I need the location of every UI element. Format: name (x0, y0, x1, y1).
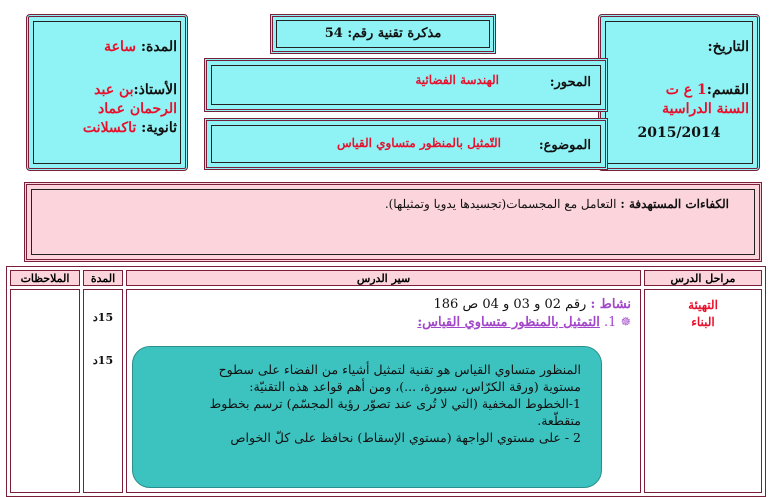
teacher-label: الأستاذ: (133, 82, 177, 98)
section-heading-number: 1. (604, 315, 617, 330)
school-label: ثانوية: (141, 120, 177, 136)
definition-line-1: المنظور متساوي القياس هو تقنية لتمثيل أشياء من الفضاء على سطوح (218, 362, 581, 377)
stage-build: البناء (691, 315, 715, 329)
competencies-label: الكفاءات المستهدفة : (620, 197, 729, 211)
activity-label: نشاط : (590, 297, 631, 312)
definition-line-5: 2 - على مستوي الواجهة (مستوي الإسقاط) نحافظ على كلّ الخواص (230, 430, 581, 445)
axis-label: المحور: (549, 75, 591, 90)
year-value: 2015/2014 (637, 125, 721, 141)
duration-line (37, 39, 177, 55)
stage-list (646, 297, 760, 331)
definition-line-4: متقطّعة. (537, 413, 581, 428)
duration-1: 15د (92, 311, 114, 324)
memo-title-box (270, 14, 496, 54)
school-value: تاكسلانت (82, 120, 137, 136)
date-label: التاريخ: (707, 39, 749, 55)
competencies-box (24, 182, 762, 262)
section-heading-line (128, 313, 631, 332)
stage-warmup: التهيئة (688, 298, 718, 312)
section-label: القسم: (706, 82, 749, 98)
duration-cell (83, 289, 123, 493)
year-label: السنة الدراسية (662, 101, 749, 117)
competencies-line (385, 197, 729, 211)
right-info-box (598, 14, 760, 171)
header-notes: الملاحظات (10, 270, 80, 286)
section-value: 1 ع ت (665, 82, 707, 98)
sun-icon: 🟔 (620, 315, 631, 330)
duration-2: 15د (92, 354, 114, 367)
teacher-name-1: بن عبد (94, 82, 134, 98)
axis-inner (211, 65, 601, 105)
section-heading: التمثيل بالمنظور متساوي القياس: (417, 315, 600, 330)
competencies-value: التعامل مع المجسمات(تجسيدها يدويا وتمثيلها). (384, 197, 617, 211)
section-line (609, 81, 749, 119)
teacher-name-2: الرحمان عماد (98, 101, 177, 117)
definition-line-2: مستوية (ورقة الكرّاس، سبورة، ...)، ومن أهم قواعد هذه التقنيّة: (249, 379, 581, 394)
duration-value: ساعة (104, 39, 137, 55)
table-header-row (10, 270, 762, 286)
header-lesson-flow: سير الدرس (126, 270, 641, 286)
memo-title: مذكرة تقنية رقم: 54 (324, 26, 442, 41)
header-duration: المدة (83, 270, 123, 286)
definition-bubble (132, 346, 602, 488)
stages-cell (644, 289, 762, 493)
activity-value: رقم 02 و 03 و 04 ص 186 (433, 297, 587, 312)
topic-box (204, 118, 608, 170)
topic-label: الموضوع: (538, 138, 591, 153)
teacher-line (37, 81, 177, 138)
header-stages: مراحل الدرس (644, 270, 762, 286)
definition-text (141, 361, 581, 446)
topic-value: التّمثيل بالمنظور متساوي القياس (336, 136, 501, 150)
definition-line-3: 1-الخطوط المخفية (التي لا تُرى عند تصوّر رؤية المجسّم) ترسم بخطوط (209, 396, 581, 411)
axis-box (204, 58, 608, 112)
left-info-box (26, 14, 188, 171)
duration-label: المدة: (140, 39, 177, 55)
axis-value: الهندسة الفضائية (415, 73, 499, 87)
activity-line (128, 297, 631, 312)
notes-cell (10, 289, 80, 493)
